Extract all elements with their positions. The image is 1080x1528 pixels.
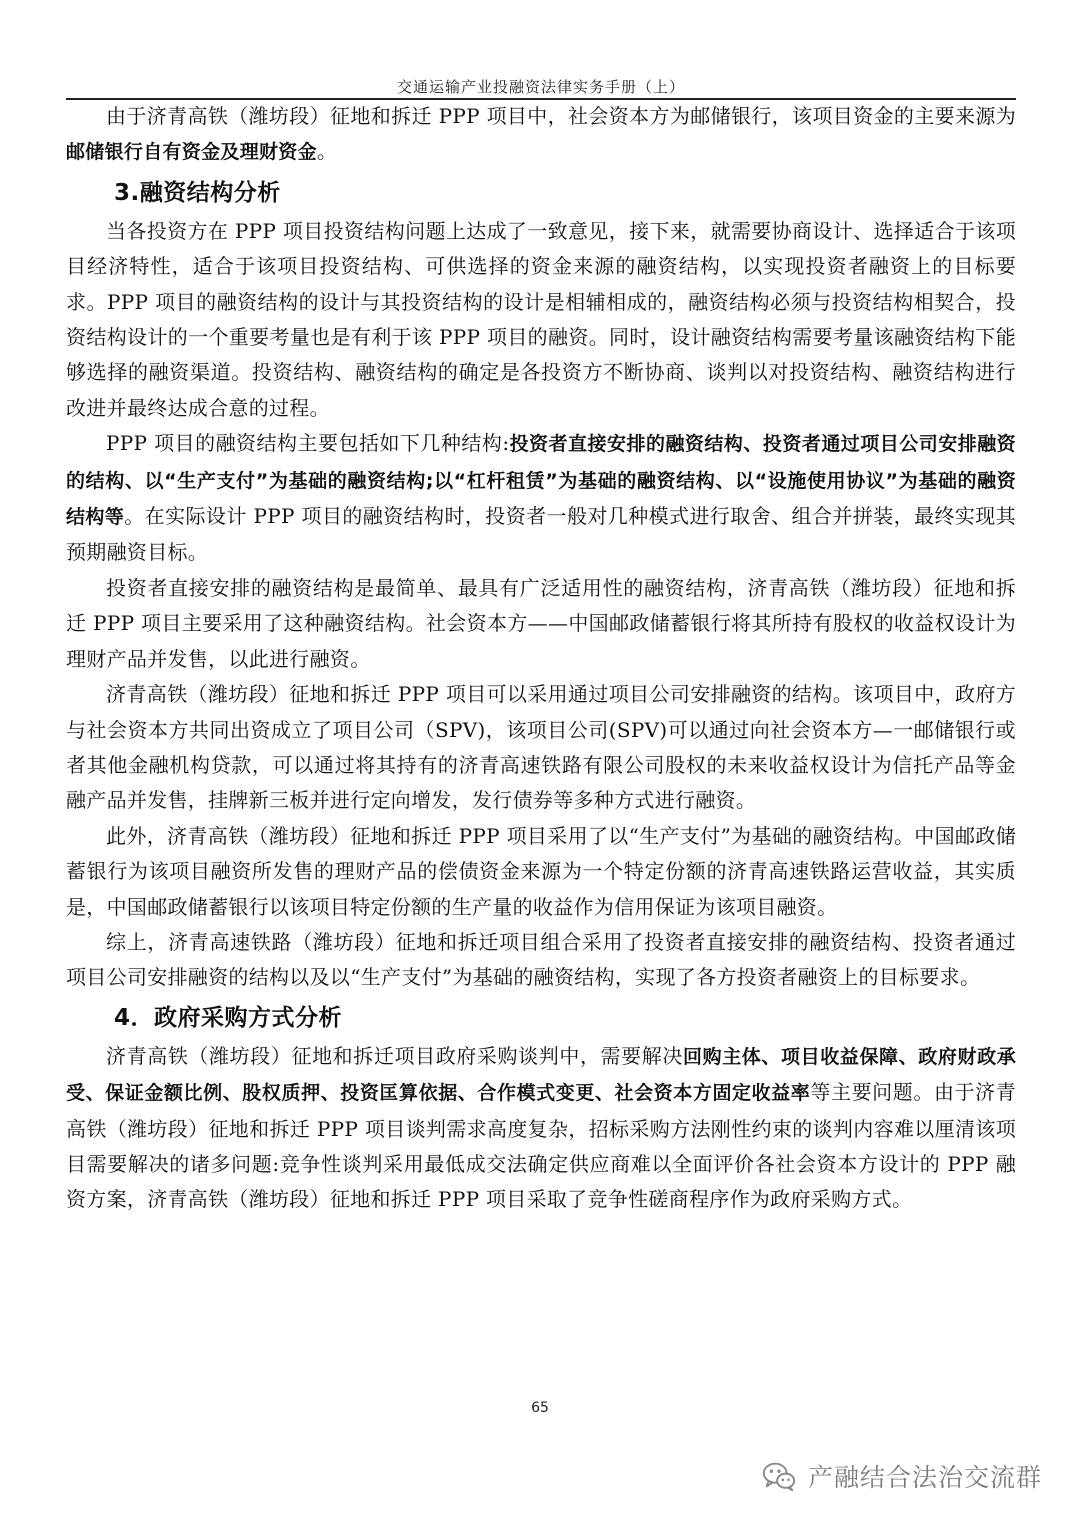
section-heading-procurement: 4．政府采购方式分析 bbox=[114, 1004, 343, 1031]
paragraph-funding-source bbox=[66, 99, 1016, 171]
paragraph-text: 济青高铁（潍坊段）征地和拆迁项目政府采购谈判中，需要解决 bbox=[106, 1043, 683, 1068]
paragraph-financing-intro: 当各投资方在 PPP 项目投资结构问题上达成了一致意见，接下来，就需要协商设计、选择适合于该项目经济特性，适合于该项目投资结构、可供选择的资金来源的融资结构，以实现投资者融资上的目标要求。PPP 项目的融资结构的设计与其投资结构的设计是相辅相成的，融资结构必须与投资结构相契合，投资结构设计的一个重要考量也是有利于该 PPP 项目的融资。同时，设计融资结构需要考量该融资结构下能够选择的融资渠道。投资结构、融资结构的确定是各投资方不断协商、谈判以对投资结构、融资结构进行改进并最终达成合意的过程。 bbox=[66, 218, 1016, 420]
paragraph-text: 等主要问题。由于济青高铁（潍坊段）征地和拆迁 PPP 项目谈判需求高度复杂，招标采购方法刚性约束的谈判内容难以厘清该项目需要解决的诸多问题:竞争性谈判采用最低成交法确定供应商难以全面评价各社会资本方设计的 PPP 融资方案，济青高铁（潍坊段）征地和拆迁 PPP 项目采取了竞争性磋商程序作为政府采购方式。 bbox=[66, 1080, 1017, 1212]
paragraph-procurement bbox=[66, 1039, 1016, 1218]
running-header: 交通运输产业投融资法律实务手册（上） bbox=[396, 78, 685, 96]
document-body bbox=[66, 99, 1016, 1218]
paragraph-direct-financing: 投资者直接安排的融资结构是最简单、最具有广泛适用性的融资结构，济青高铁（潍坊段）征地和拆迁 PPP 项目主要采用了这种融资结构。社会资本方——中国邮政储蓄银行将其所持有股权的收益权设计为理财产品并发售，以此进行融资。 bbox=[66, 575, 1016, 671]
page-number: 65 bbox=[531, 1400, 549, 1416]
paragraph-emphasis: 邮储银行自有资金及理财资金 bbox=[66, 141, 317, 164]
paragraph-text: 由于济青高铁（潍坊段）征地和拆迁 PPP 项目中，社会资本方为邮储银行，该项目资金的主要来源为 bbox=[106, 104, 1016, 128]
paragraph-summary: 综上，济青高速铁路（潍坊段）征地和拆迁项目组合采用了投资者直接安排的融资结构、投资者通过项目公司安排融资的结构以及以“生产支付”为基础的融资结构，实现了各方投资者融资上的目标要求。 bbox=[66, 929, 1016, 990]
paragraph-production-payment: 此外，济青高铁（潍坊段）征地和拆迁 PPP 项目采用了以“生产支付”为基础的融资结构。中国邮政储蓄银行为该项目融资所发售的理财产品的偿债资金来源为一个特定份额的济青高速铁路运营收益，其实质是，中国邮政储蓄银行以该项目特定份额的生产量的收益作为信用保证为该项目融资。 bbox=[66, 823, 1016, 919]
watermark bbox=[760, 1456, 1042, 1496]
wechat-icon bbox=[760, 1457, 798, 1495]
paragraph-spv-financing: 济青高铁（潍坊段）征地和拆迁 PPP 项目可以采用通过项目公司安排融资的结构。该项目中，政府方与社会资本方共同出资成立了项目公司（SPV)，该项目公司(SPV)可以通过向社会资本方—一邮储银行或者其他金融机构贷款，可以通过将其持有的济青高速铁路有限公司股权的未来收益权设计为信托产品等金融产品并发售，挂牌新三板并进行定向增发，发行债券等多种方式进行融资。 bbox=[66, 682, 1016, 813]
section-heading-financing-structure: 3.融资结构分析 bbox=[114, 179, 281, 206]
watermark-text: 产融结合法治交流群 bbox=[808, 1463, 1043, 1492]
paragraph-text: 。 bbox=[316, 139, 338, 164]
paragraph-emphasis: 回购主体、项目收益保障、政府财政承受、保证金额比例、股权质押、投资匡算依据、合作模式变更、社会资本方固定收益率 bbox=[66, 1045, 1016, 1105]
paragraph-emphasis: 投资者直接安排的融资结构、投资者通过项目公司安排融资的结构、以“生产支付”为基础的融资结构;以“杠杆租赁”为基础的融资结构、以“设施使用协议”为基础的融资结构等 bbox=[66, 433, 1016, 529]
paragraph-text: PPP 项目的融资结构主要包括如下几种结构: bbox=[106, 431, 510, 456]
paragraph-financing-types bbox=[66, 426, 1016, 571]
paragraph-text: 。在实际设计 PPP 项目的融资结构时，投资者一般对几种模式进行取舍、组合并拼装，最终实现其预期融资目标。 bbox=[66, 504, 1016, 565]
